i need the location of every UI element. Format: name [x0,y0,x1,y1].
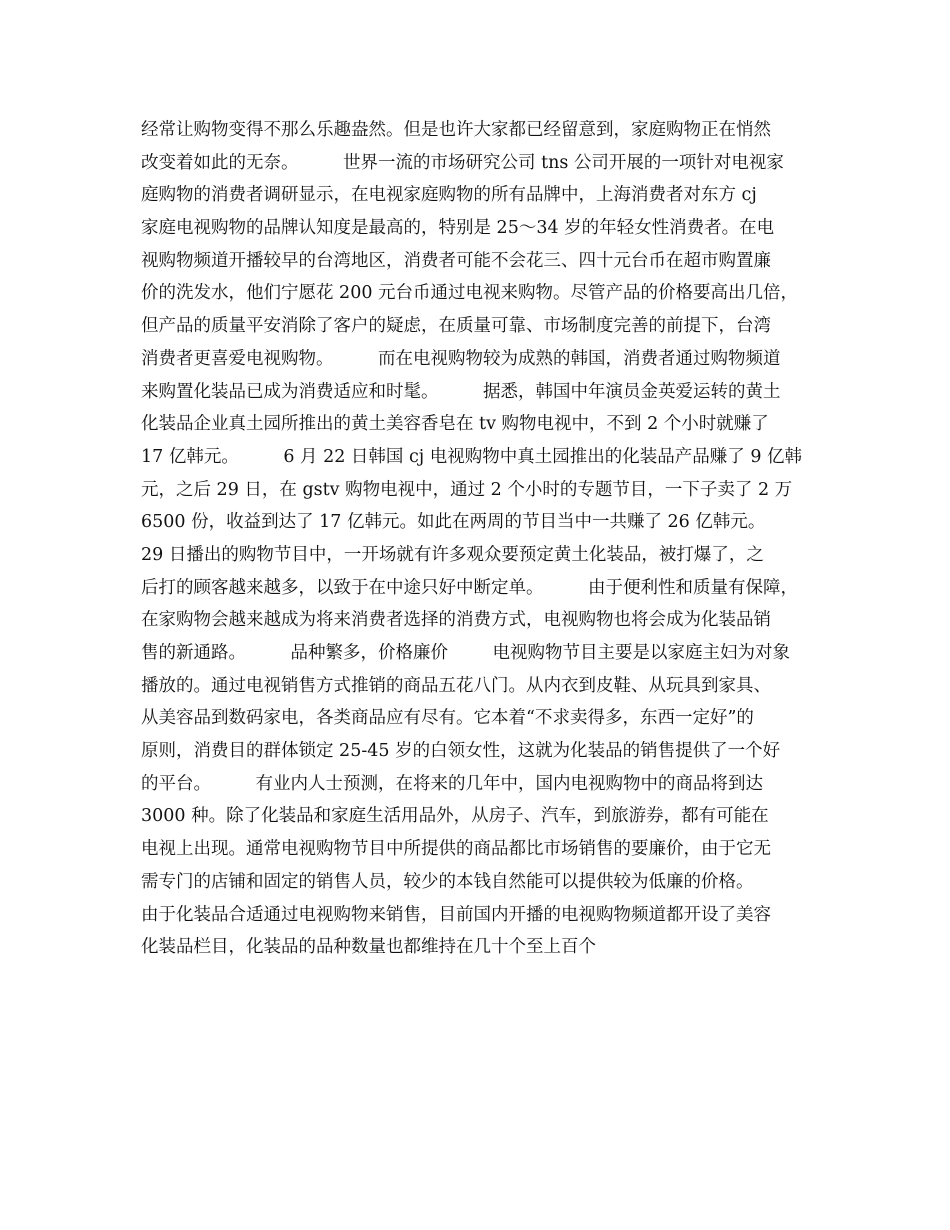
text-line: 需专门的店铺和固定的销售人员，较少的本钱自然能可以提供较为低廉的价格。 [141,871,754,892]
text-line: 价的洗发水，他们宁愿花 200 元台币通过电视来购物。尽管产品的价格要高出几倍， [141,283,799,304]
text-line: 来购置化装品已成为消费适应和时髦。 据悉，韩国中年演员金英爱运转的黄土 [141,381,781,402]
text-line: 家庭电视购物的品牌认知度是最高的，特别是 25～34 岁的年轻女性消费者。在电 [141,218,775,239]
text-line: 3000 种。除了化装品和家庭生活用品外，从房子、汽车，到旅游券，都有可能在 [141,806,769,827]
text-line: 17 亿韩元。 6 月 22 日韩国 cj 电视购物中真土园推出的化装品产品赚了 9 亿韩 [141,446,803,467]
text-line: 化装品企业真土园所推出的黄土美容香皂在 tv 购物电视中，不到 2 个小时就赚了 [141,414,769,435]
text-line: 消费者更喜爱电视购物。 而在电视购物较为成熟的韩国，消费者通过购物频道 [141,348,781,369]
text-line: 在家购物会越来越成为将来消费者选择的消费方式，电视购物也将会成为化装品销 [141,610,771,631]
document-body-text [141,114,831,964]
text-line: 播放的。通过电视销售方式推销的商品五花八门。从内衣到皮鞋、从玩具到家具、 [141,675,771,696]
text-line: 原则，消费目的群体锁定 25-45 岁的白领女性，这就为化装品的销售提供了一个好 [141,741,781,762]
text-line: 元，之后 29 日，在 gstv 购物电视中，通过 2 个小时的专题节目，一下子卖了 2 万 [141,479,793,500]
text-line: 29 日播出的购物节目中，一开场就有许多观众要预定黄土化装品，被打爆了，之 [141,544,764,565]
text-line: 但产品的质量平安消除了客户的疑虑，在质量可靠、市场制度完善的前提下，台湾 [141,316,771,337]
text-line: 视购物频道开播较早的台湾地区，消费者可能不会花三、四十元台币在超市购置廉 [141,250,771,271]
text-line: 由于化装品合适通过电视购物来销售，目前国内开播的电视购物频道都开设了美容 [141,904,771,925]
text-line: 后打的顾客越来越多，以致于在中途只好中断定单。 由于便利性和质量有保障， [141,577,798,598]
text-line: 庭购物的消费者调研显示，在电视家庭购物的所有品牌中，上海消费者对东方 cj [141,185,757,206]
text-line: 售的新通路。 品种繁多，价格廉价 电视购物节目主要是以家庭主妇为对象 [141,643,791,663]
text-line: 的平台。 有业内人士预测，在将来的几年中，国内电视购物中的商品将到达 [141,773,763,794]
text-line: 经常让购物变得不那么乐趣盎然。但是也许大家都已经留意到，家庭购物正在悄然 [141,120,771,140]
text-line: 改变着如此的无奈。 世界一流的市场研究公司 tns 公司开展的一项针对电视家 [141,152,784,173]
text-line: 6500 份，收益到达了 17 亿韩元。如此在两周的节目当中一共赚了 26 亿韩元。 [141,512,766,533]
text-line: 从美容品到数码家电，各类商品应有尽有。它本着“不求卖得多，东西一定好”的 [141,708,754,729]
text-line: 化装品栏目，化装品的品种数量也都维持在几十个至上百个 [141,937,596,958]
text-line: 电视上出现。通常电视购物节目中所提供的商品都比市场销售的要廉价，由于它无 [141,839,771,860]
